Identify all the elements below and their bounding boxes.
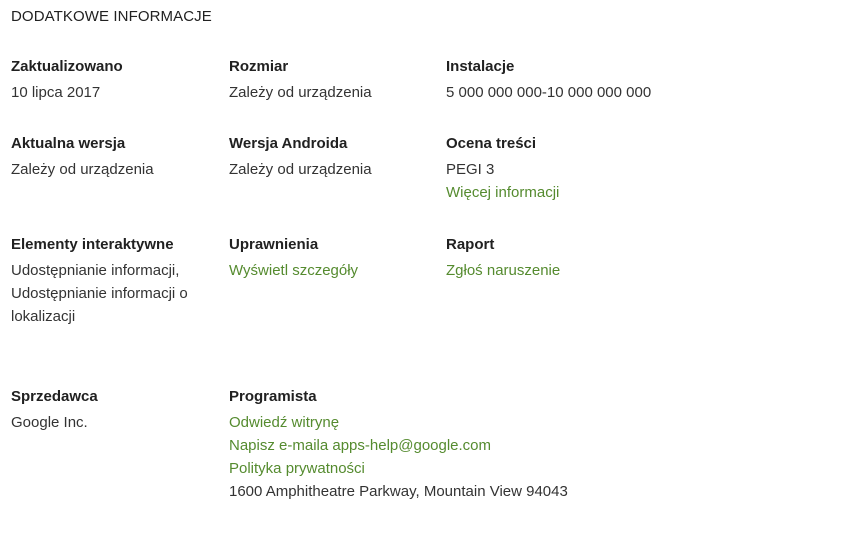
seller-value: Google Inc. bbox=[11, 414, 88, 431]
content-rating-value: PEGI 3 bbox=[446, 161, 495, 178]
size-label: Rozmiar bbox=[229, 58, 289, 75]
info-developer bbox=[229, 387, 649, 503]
section-title: DODATKOWE INFORMACJE bbox=[11, 8, 212, 25]
info-report bbox=[446, 235, 651, 282]
installs-value: 5 000 000 000-10 000 000 000 bbox=[446, 84, 652, 101]
info-permissions bbox=[229, 235, 434, 282]
more-info-link[interactable]: Więcej informacji bbox=[446, 184, 560, 201]
info-current-version bbox=[11, 134, 216, 181]
info-seller bbox=[11, 387, 216, 434]
content-rating-label: Ocena treści bbox=[446, 135, 537, 152]
interactive-elements-label: Elementy interaktywne bbox=[11, 236, 174, 253]
updated-label: Zaktualizowano bbox=[11, 58, 123, 75]
developer-label: Programista bbox=[229, 388, 317, 405]
seller-label: Sprzedawca bbox=[11, 388, 98, 405]
view-details-link[interactable]: Wyświetl szczegóły bbox=[229, 262, 359, 279]
info-updated bbox=[11, 57, 216, 104]
permissions-label: Uprawnienia bbox=[229, 236, 319, 253]
android-version-label: Wersja Androida bbox=[229, 135, 348, 152]
info-content-rating bbox=[446, 134, 651, 204]
current-version-value: Zależy od urządzenia bbox=[11, 161, 154, 178]
interactive-elements-value: Udostępnianie informacji, Udostępnianie informacji o lokalizacji bbox=[11, 262, 188, 325]
info-android-version bbox=[229, 134, 434, 181]
size-value: Zależy od urządzenia bbox=[229, 84, 372, 101]
info-installs bbox=[446, 57, 850, 104]
visit-website-link[interactable]: Odwiedź witrynę bbox=[229, 414, 340, 431]
privacy-policy-link[interactable]: Polityka prywatności bbox=[229, 460, 365, 477]
info-size bbox=[229, 57, 434, 104]
installs-label: Instalacje bbox=[446, 58, 515, 75]
report-violation-link[interactable]: Zgłoś naruszenie bbox=[446, 262, 561, 279]
info-interactive-elements bbox=[11, 235, 211, 328]
updated-value: 10 lipca 2017 bbox=[11, 84, 101, 101]
current-version-label: Aktualna wersja bbox=[11, 135, 126, 152]
android-version-value: Zależy od urządzenia bbox=[229, 161, 372, 178]
developer-address: 1600 Amphitheatre Parkway, Mountain View 94043 bbox=[229, 483, 568, 500]
email-developer-link[interactable]: Napisz e-maila apps-help@google.com bbox=[229, 437, 492, 454]
report-label: Raport bbox=[446, 236, 495, 253]
